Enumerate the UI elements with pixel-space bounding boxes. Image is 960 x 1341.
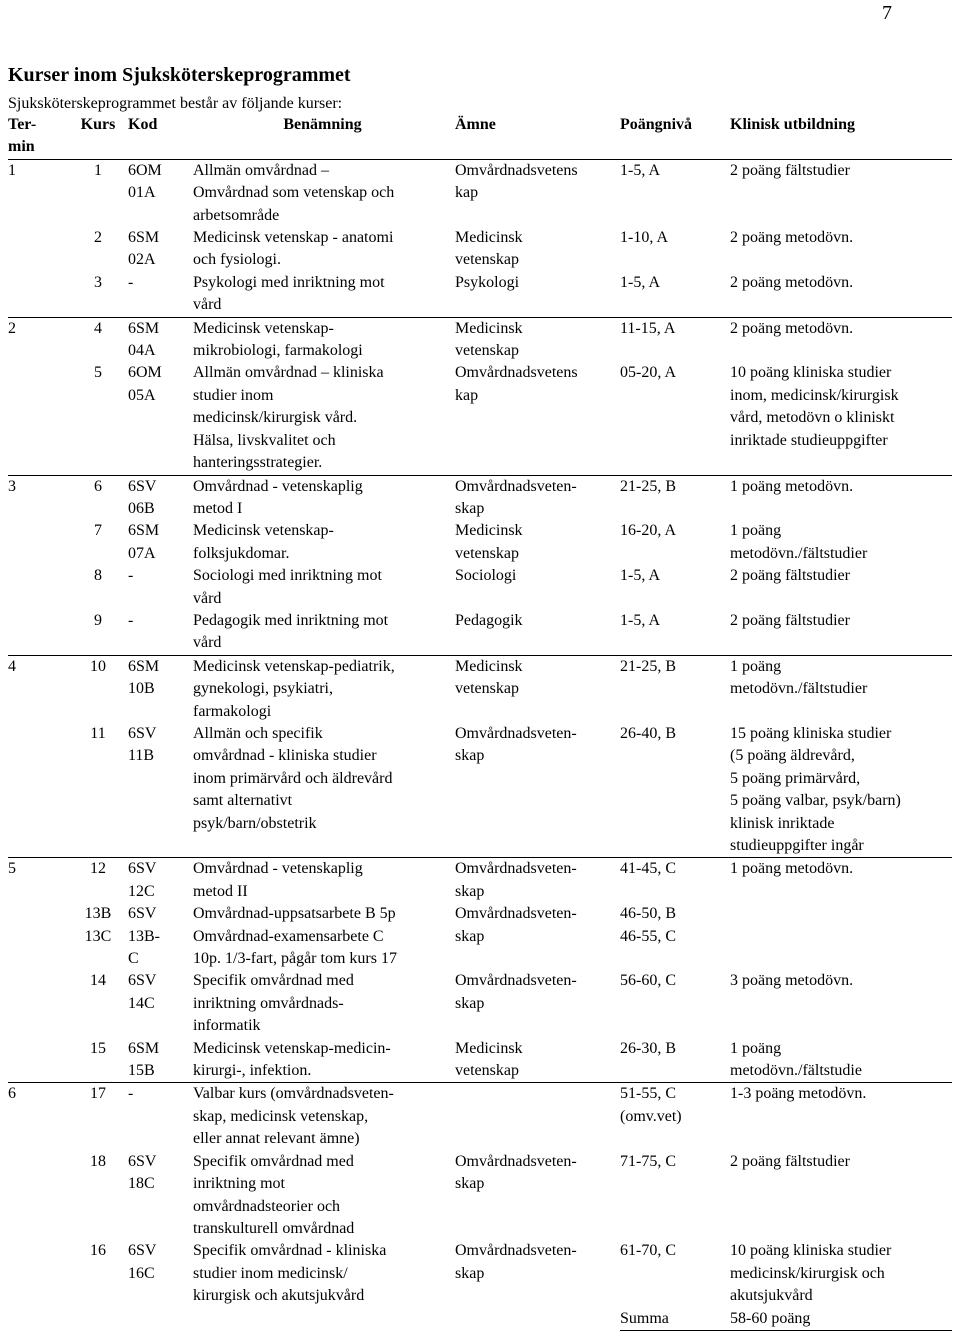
kod-cell: 6OM 01A: [128, 159, 190, 227]
amne-cell: Omvårdnadsveten- skap: [455, 724, 577, 765]
poangniva-cell: 1-5, A: [620, 273, 660, 291]
amne-cell: Medicinsk vetenskap: [455, 229, 523, 269]
kurs-cell: 13B 13C: [84, 905, 112, 945]
poangniva-cell: 51-55, C (omv.vet): [620, 1083, 730, 1151]
table-row: [8, 475, 952, 520]
table-row: [8, 1240, 952, 1307]
kurs-cell: 1: [68, 159, 128, 227]
empty-cell: [455, 1308, 620, 1331]
kod-cell: 6OM 05A: [128, 364, 162, 404]
klinisk-cell: 1 poäng metodövn./fältstudie: [730, 1039, 862, 1080]
kurs-cell: 6: [68, 475, 128, 520]
termin-cell: [8, 1240, 68, 1307]
kod-cell: 6SV 11B: [128, 724, 157, 765]
table-row: [8, 970, 952, 1037]
kurs-cell: 9: [94, 611, 102, 629]
header-termin: Ter- min: [8, 114, 68, 159]
poangniva-cell: 1-10, A: [620, 229, 668, 247]
klinisk-cell: 2 poäng fältstudier: [730, 567, 850, 585]
benamning-cell: Valbar kurs (omvårdnadsveten- skap, medicinsk vetenskap, eller annat relevant ämne): [190, 1083, 455, 1151]
amne-cell: Medicinsk vetenskap: [455, 522, 523, 562]
benamning-cell: Omvårdnad-uppsatsarbete B 5p Omvårdnad-examensarbete C 10p. 1/3-fart, pågår tom kurs 17: [193, 905, 397, 968]
poangniva-cell: 21-25, B: [620, 655, 730, 723]
klinisk-cell: 1 poäng metodövn.: [730, 858, 952, 903]
benamning-cell: Allmän och specifik omvårdnad - kliniska studier inom primärvård och äldrevård samt alternativt psyk/barn/obstetrik: [193, 724, 393, 832]
table-row: [8, 610, 952, 655]
poangniva-cell: 26-30, B: [620, 1039, 676, 1057]
benamning-cell: Specifik omvårdnad med inriktning omvårdnads- informatik: [193, 972, 354, 1035]
amne-cell: Psykologi: [455, 273, 520, 291]
kod-cell: 6SM 02A: [128, 229, 160, 269]
table-row: [8, 159, 952, 227]
poangniva-cell: 16-20, A: [620, 522, 676, 540]
kurs-cell: 14: [90, 972, 106, 990]
amne-cell: [455, 1083, 620, 1151]
poangniva-cell: 41-45, C: [620, 858, 730, 903]
klinisk-cell: 2 poäng metodövn.: [730, 317, 952, 362]
termin-cell: 6: [8, 1083, 68, 1151]
kod-cell: 6SV 13B- C: [128, 905, 160, 968]
header-poangniva: Poängnivå: [620, 114, 730, 159]
klinisk-cell: [730, 903, 952, 970]
termin-cell: [8, 272, 68, 317]
klinisk-cell: 2 poäng fältstudier: [730, 611, 850, 629]
termin-cell: 5: [8, 858, 68, 903]
table-row: [8, 655, 952, 723]
poangniva-cell: 61-70, C: [620, 1242, 676, 1260]
termin-cell: [8, 610, 68, 655]
summa-value: 58-60 poäng: [730, 1308, 952, 1331]
empty-cell: [8, 1308, 68, 1331]
table-row: [8, 317, 952, 362]
termin-cell: 3: [8, 475, 68, 520]
kurs-cell: 5: [94, 364, 102, 382]
benamning-cell: Medicinsk vetenskap- folksjukdomar.: [193, 522, 334, 562]
empty-cell: [68, 1308, 128, 1331]
termin-cell: [8, 1151, 68, 1241]
kurs-cell: 17: [68, 1083, 128, 1151]
termin-cell: [8, 1038, 68, 1083]
klinisk-cell: 15 poäng kliniska studier (5 poäng äldrevård, 5 poäng primärvård, 5 poäng valbar, psyk/barn) klinisk inriktade studieuppgifter ingår: [730, 724, 901, 854]
amne-cell: Omvårdnadsveten- skap: [455, 1152, 577, 1193]
courses-table: [8, 114, 952, 1331]
klinisk-cell: 2 poäng metodövn.: [730, 273, 854, 291]
poangniva-cell: 11-15, A: [620, 317, 730, 362]
benamning-cell: Allmän omvårdnad – kliniska studier inom medicinsk/kirurgisk vård. Hälsa, livskvalitet och hanteringsstrategier.: [193, 364, 384, 472]
kod-cell: -: [128, 1083, 190, 1151]
benamning-cell: Medicinsk vetenskap-medicin- kirurgi-, infektion.: [193, 1039, 391, 1080]
kod-cell: 6SV 06B: [128, 475, 190, 520]
table-row: [8, 227, 952, 272]
table-row: [8, 1083, 952, 1151]
termin-cell: [8, 362, 68, 475]
klinisk-cell: 2 poäng fältstudier: [730, 159, 952, 227]
poangniva-cell: 1-5, A: [620, 611, 660, 629]
table-row: [8, 858, 952, 903]
termin-cell: [8, 723, 68, 858]
poangniva-cell: 46-50, B 46-55, C: [620, 905, 676, 945]
poangniva-cell: 1-5, A: [620, 159, 730, 227]
kod-cell: -: [128, 611, 134, 629]
document-subtitle: Sjuksköterskeprogrammet består av följande kurser:: [8, 95, 343, 112]
amne-cell: Omvårdnadsvetens kap: [455, 364, 578, 404]
poangniva-cell: 56-60, C: [620, 972, 676, 990]
kurs-cell: 15: [90, 1039, 106, 1057]
kod-cell: 6SV 16C: [128, 1242, 157, 1282]
klinisk-cell: 2 poäng fältstudier: [730, 1152, 850, 1170]
table-row: [8, 520, 952, 565]
kod-cell: 6SV 14C: [128, 972, 157, 1012]
kod-cell: 6SM 04A: [128, 317, 190, 362]
amne-cell: Omvårdnadsveten- skap: [455, 475, 620, 520]
benamning-cell: Specifik omvårdnad med inriktning mot omvårdnadsteorier och transkulturell omvårdnad: [193, 1152, 355, 1237]
termin-cell: [8, 565, 68, 610]
amne-cell: Pedagogik: [455, 611, 523, 629]
kod-cell: 6SM 15B: [128, 1039, 160, 1080]
summa-row: [8, 1308, 952, 1331]
benamning-cell: Specifik omvårdnad - kliniska studier inom medicinsk/ kirurgisk och akutsjukvård: [193, 1242, 387, 1305]
header-benamning: Benämning: [190, 114, 455, 159]
kurs-cell: 10: [68, 655, 128, 723]
table-row: [8, 723, 952, 858]
poangniva-cell: 1-5, A: [620, 567, 660, 585]
kurs-cell: 3: [94, 273, 102, 291]
header-amne: Ämne: [455, 114, 620, 159]
amne-cell: Omvårdnadsveten- skap: [455, 905, 577, 945]
termin-cell: [8, 520, 68, 565]
klinisk-cell: 1 poäng metodövn.: [730, 475, 952, 520]
kurs-cell: 7: [94, 522, 102, 540]
amne-cell: Sociologi: [455, 567, 517, 585]
kod-cell: 6SV 12C: [128, 858, 190, 903]
benamning-cell: Medicinsk vetenskap - anatomi och fysiologi.: [193, 229, 394, 269]
poangniva-cell: 71-75, C: [620, 1152, 676, 1170]
termin-cell: 1: [8, 159, 68, 227]
poangniva-cell: 21-25, B: [620, 475, 730, 520]
page-number: 7: [882, 2, 892, 24]
klinisk-cell: 10 poäng kliniska studier medicinsk/kirurgisk och akutsjukvård: [730, 1242, 892, 1305]
kod-cell: 6SM 10B: [128, 655, 190, 723]
table-row: [8, 362, 952, 475]
benamning-cell: Omvårdnad - vetenskaplig metod II: [190, 858, 455, 903]
empty-cell: [128, 1308, 190, 1331]
kod-cell: 6SM 07A: [128, 522, 160, 562]
klinisk-cell: 10 poäng kliniska studier inom, medicinsk/kirurgisk vård, metodövn o kliniskt inriktade studieuppgifter: [730, 364, 899, 449]
table-row: [8, 272, 952, 317]
klinisk-cell: 3 poäng metodövn.: [730, 972, 854, 990]
table-header-row: [8, 114, 952, 159]
termin-cell: [8, 227, 68, 272]
amne-cell: Medicinsk vetenskap: [455, 1039, 523, 1080]
benamning-cell: Medicinsk vetenskap-pediatrik, gynekologi, psykiatri, farmakologi: [190, 655, 455, 723]
termin-cell: 2: [8, 317, 68, 362]
table-row: [8, 1038, 952, 1083]
benamning-cell: Psykologi med inriktning mot vård: [193, 273, 385, 314]
amne-cell: Omvårdnadsveten- skap: [455, 1242, 577, 1282]
klinisk-cell: 1 poäng metodövn./fältstudier: [730, 522, 868, 562]
poangniva-cell: 05-20, A: [620, 364, 676, 382]
amne-cell: Medicinsk vetenskap: [455, 317, 620, 362]
amne-cell: Medicinsk vetenskap: [455, 655, 620, 723]
termin-cell: [8, 970, 68, 1037]
kurs-cell: 18: [90, 1152, 106, 1170]
table-row: [8, 1151, 952, 1241]
benamning-cell: Omvårdnad - vetenskaplig metod I: [190, 475, 455, 520]
table-row: [8, 903, 952, 970]
header-klinisk-utbildning: Klinisk utbildning: [730, 114, 952, 159]
header-kod: Kod: [128, 114, 190, 159]
kod-cell: -: [128, 273, 134, 291]
benamning-cell: Pedagogik med inriktning mot vård: [193, 611, 389, 652]
termin-cell: 4: [8, 655, 68, 723]
document-title: Kurser inom Sjuksköterskeprogrammet: [8, 64, 351, 86]
empty-cell: [190, 1308, 455, 1331]
benamning-cell: Medicinsk vetenskap- mikrobiologi, farmakologi: [190, 317, 455, 362]
kurs-cell: 8: [94, 567, 102, 585]
termin-cell: [8, 903, 68, 970]
benamning-cell: Allmän omvårdnad – Omvårdnad som vetenskap och arbetsområde: [190, 159, 455, 227]
kurs-cell: 11: [90, 724, 106, 742]
kurs-cell: 2: [94, 229, 102, 247]
amne-cell: Omvårdnadsveten- skap: [455, 972, 577, 1012]
kod-cell: -: [128, 567, 134, 585]
klinisk-cell: 2 poäng metodövn.: [730, 229, 854, 247]
benamning-cell: Sociologi med inriktning mot vård: [193, 567, 382, 607]
kurs-cell: 16: [90, 1242, 106, 1260]
poangniva-cell: 26-40, B: [620, 724, 676, 742]
table-row: [8, 565, 952, 610]
summa-label: Summa: [620, 1308, 730, 1331]
klinisk-cell: 1 poäng metodövn./fältstudier: [730, 655, 952, 723]
amne-cell: Omvårdnadsveten- skap: [455, 858, 620, 903]
kurs-cell: 12: [68, 858, 128, 903]
header-kurs: Kurs: [68, 114, 128, 159]
kod-cell: 6SV 18C: [128, 1152, 157, 1193]
kurs-cell: 4: [68, 317, 128, 362]
amne-cell: Omvårdnadsvetens kap: [455, 159, 620, 227]
klinisk-cell: 1-3 poäng metodövn.: [730, 1083, 952, 1151]
